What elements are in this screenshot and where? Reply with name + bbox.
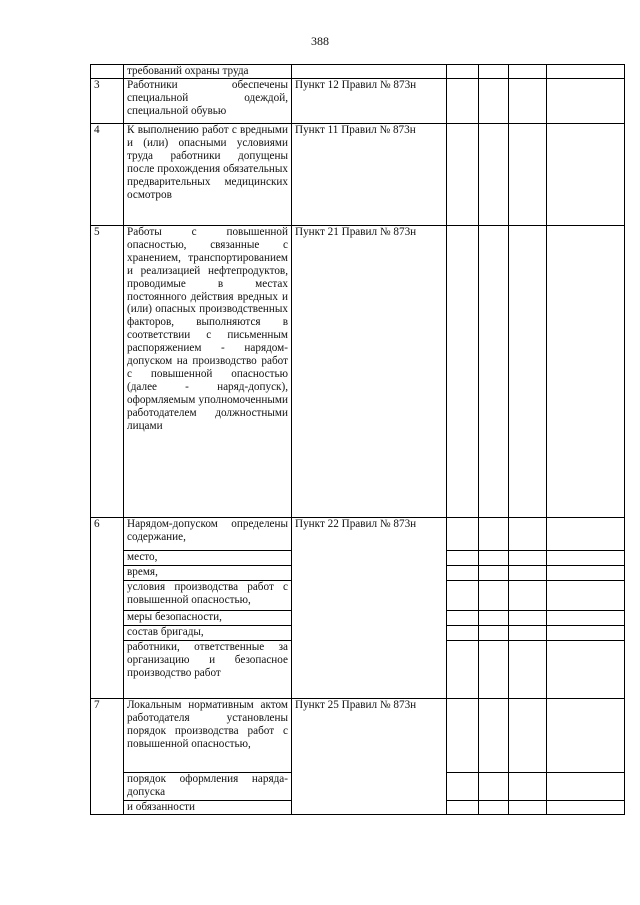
note-cell bbox=[547, 226, 625, 518]
requirement-part: условия производства работ с повышенной опасностью, bbox=[124, 581, 292, 611]
answer-na-cell bbox=[509, 581, 547, 611]
requirement-part: место, bbox=[124, 551, 292, 566]
answer-yes-cell bbox=[447, 773, 479, 801]
answer-na-cell bbox=[509, 699, 547, 773]
requirement-part: и обязанности bbox=[124, 801, 292, 815]
note-cell bbox=[547, 611, 625, 626]
requirement-part: время, bbox=[124, 566, 292, 581]
answer-yes-cell bbox=[447, 801, 479, 815]
answer-no-cell bbox=[479, 773, 509, 801]
answer-na-cell bbox=[509, 226, 547, 518]
answer-yes-cell bbox=[447, 518, 479, 551]
answer-yes-cell bbox=[447, 566, 479, 581]
answer-na-cell bbox=[509, 518, 547, 551]
answer-no-cell bbox=[479, 581, 509, 611]
requirement-text: Работы с повышенной опасностью, связанные с хранением, транспортированием и реализацией нефтепродуктов, проводимые в местах постоянного действия вредных и (или) опасных производственных факторов, выполняются в соответствии с письменным распоряжением - нарядом-допуском на производство работ с повышенной опасностью (далее - наряд-допуск), оформляемым уполномоченными работодателем должностными лицами bbox=[124, 226, 292, 518]
legal-reference: Пункт 11 Правил № 873н bbox=[292, 124, 447, 226]
row-number: 6 bbox=[91, 518, 124, 699]
answer-yes-cell bbox=[447, 699, 479, 773]
note-cell bbox=[547, 124, 625, 226]
legal-reference bbox=[292, 65, 447, 79]
note-cell bbox=[547, 518, 625, 551]
answer-yes-cell bbox=[447, 124, 479, 226]
requirement-part: Нарядом-допуском определены содержание, bbox=[124, 518, 292, 551]
table-row bbox=[91, 699, 625, 773]
requirement-part: работники, ответственные за организацию и безопасное производство работ bbox=[124, 641, 292, 699]
answer-na-cell bbox=[509, 626, 547, 641]
requirement-part: состав бригады, bbox=[124, 626, 292, 641]
requirement-part: порядок оформления наряда-допуска bbox=[124, 773, 292, 801]
row-number: 4 bbox=[91, 124, 124, 226]
legal-reference: Пункт 25 Правил № 873н bbox=[292, 699, 447, 815]
note-cell bbox=[547, 581, 625, 611]
answer-no-cell bbox=[479, 626, 509, 641]
table-row bbox=[91, 518, 625, 551]
table-row bbox=[91, 124, 625, 226]
legal-reference: Пункт 22 Правил № 873н bbox=[292, 518, 447, 699]
answer-na-cell bbox=[509, 79, 547, 124]
answer-no-cell bbox=[479, 801, 509, 815]
note-cell bbox=[547, 773, 625, 801]
answer-yes-cell bbox=[447, 79, 479, 124]
answer-no-cell bbox=[479, 65, 509, 79]
requirement-text: требований охраны труда bbox=[124, 65, 292, 79]
answer-na-cell bbox=[509, 551, 547, 566]
answer-na-cell bbox=[509, 124, 547, 226]
answer-na-cell bbox=[509, 566, 547, 581]
answer-no-cell bbox=[479, 551, 509, 566]
answer-yes-cell bbox=[447, 626, 479, 641]
answer-yes-cell bbox=[447, 551, 479, 566]
answer-na-cell bbox=[509, 773, 547, 801]
table-row bbox=[91, 226, 625, 518]
answer-no-cell bbox=[479, 699, 509, 773]
answer-no-cell bbox=[479, 226, 509, 518]
note-cell bbox=[547, 65, 625, 79]
note-cell bbox=[547, 79, 625, 124]
answer-no-cell bbox=[479, 611, 509, 626]
note-cell bbox=[547, 641, 625, 699]
answer-na-cell bbox=[509, 611, 547, 626]
answer-na-cell bbox=[509, 65, 547, 79]
legal-reference: Пункт 12 Правил № 873н bbox=[292, 79, 447, 124]
table-row bbox=[91, 79, 625, 124]
answer-yes-cell bbox=[447, 611, 479, 626]
requirement-part: меры безопасности, bbox=[124, 611, 292, 626]
answer-yes-cell bbox=[447, 641, 479, 699]
requirement-text: Работники обеспечены специальной одеждой, специальной обувью bbox=[124, 79, 292, 124]
answer-na-cell bbox=[509, 641, 547, 699]
answer-yes-cell bbox=[447, 65, 479, 79]
note-cell bbox=[547, 551, 625, 566]
answer-na-cell bbox=[509, 801, 547, 815]
answer-no-cell bbox=[479, 124, 509, 226]
answer-no-cell bbox=[479, 79, 509, 124]
answer-no-cell bbox=[479, 566, 509, 581]
row-number: 7 bbox=[91, 699, 124, 815]
requirement-text: К выполнению работ с вредными и (или) опасными условиями труда работники допущены после прохождения обязательных предварительных медицинских осмотров bbox=[124, 124, 292, 226]
row-number: 5 bbox=[91, 226, 124, 518]
note-cell bbox=[547, 566, 625, 581]
page-number: 388 bbox=[311, 34, 329, 48]
row-number: 3 bbox=[91, 79, 124, 124]
answer-no-cell bbox=[479, 641, 509, 699]
note-cell bbox=[547, 699, 625, 773]
note-cell bbox=[547, 801, 625, 815]
note-cell bbox=[547, 626, 625, 641]
legal-reference: Пункт 21 Правил № 873н bbox=[292, 226, 447, 518]
table-row bbox=[91, 65, 625, 79]
row-number bbox=[91, 65, 124, 79]
answer-yes-cell bbox=[447, 226, 479, 518]
checklist-table bbox=[90, 64, 625, 815]
answer-yes-cell bbox=[447, 581, 479, 611]
requirement-part: Локальным нормативным актом работодателя установлены порядок производства работ с повышенной опасностью, bbox=[124, 699, 292, 773]
answer-no-cell bbox=[479, 518, 509, 551]
